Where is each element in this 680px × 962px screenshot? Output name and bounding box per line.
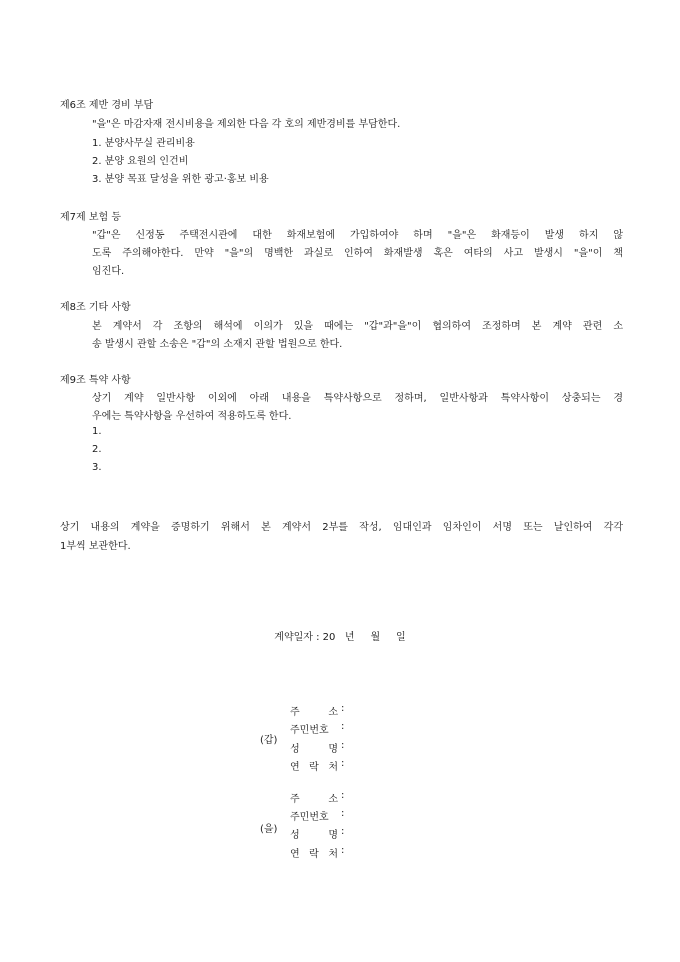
party-eul-label: (을)	[260, 824, 278, 835]
article-8-heading: 제8조 기타 사항	[60, 302, 131, 313]
article-9-line: 상기 계약 일반사항 이외에 아래 내용을 특약사항으로 정하며, 일반사항과 특약사항이 상충되는 경	[92, 393, 623, 404]
address-label: 주 소	[290, 707, 338, 718]
closing-line: 1부씩 보관한다.	[60, 541, 131, 552]
colon: :	[341, 703, 345, 714]
article-7-heading: 제7제 보험 등	[60, 212, 122, 223]
address-label: 주 소	[290, 794, 338, 805]
closing-line: 상기 내용의 계약을 증명하기 위해서 본 계약서 2부를 작성, 임대인과 임차인이 서명 또는 날인하여 각각	[60, 522, 623, 533]
article-7-line: 도록 주의해야한다. 만약 "을"의 명백한 과실로 인하여 화재발생 혹은 여타의 사고 발생시 "을"이 책	[92, 248, 623, 259]
party-gap-label: (갑)	[260, 735, 278, 746]
article-6-intro: "을"은 마감자재 전시비용을 제외한 다음 각 호의 제반경비를 부담한다.	[92, 119, 401, 130]
contact-label: 연 락 처	[290, 762, 338, 773]
article-7-line: "갑"은 신정동 주택전시관에 대한 화재보험에 가입하여야 하며 "을"은 화재등이 발생 하지 않	[92, 230, 623, 241]
contact-label: 연 락 처	[290, 849, 338, 860]
colon: :	[341, 721, 345, 732]
article-6-item: 2. 분양 요원의 인건비	[92, 156, 189, 167]
colon: :	[341, 808, 345, 819]
article-9-item: 2.	[92, 444, 102, 455]
colon: :	[341, 790, 345, 801]
resident-number-label: 주민번호	[290, 725, 329, 736]
article-9-heading: 제9조 특약 사항	[60, 375, 131, 386]
article-6-heading: 제6조 제반 경비 부담	[60, 100, 154, 111]
article-9-item: 1.	[92, 426, 102, 437]
resident-number-label: 주민번호	[290, 812, 329, 823]
name-label: 성 명	[290, 830, 338, 841]
colon: :	[341, 826, 345, 837]
colon: :	[341, 758, 345, 769]
contract-date: 계약일자 : 20 년 월 일	[274, 632, 406, 643]
article-6-item: 1. 분양사무실 관리비용	[92, 138, 195, 149]
article-8-line: 송 발생시 관할 소송은 "갑"의 소재지 관할 법원으로 한다.	[92, 339, 343, 350]
name-label: 성 명	[290, 744, 338, 755]
colon: :	[341, 740, 345, 751]
article-9-item: 3.	[92, 462, 102, 473]
article-9-line: 우에는 특약사항을 우선하여 적용하도록 한다.	[92, 411, 292, 422]
article-6-item: 3. 분양 목표 달성을 위한 광고·홍보 비용	[92, 174, 269, 185]
article-8-line: 본 계약서 각 조항의 해석에 이의가 있을 때에는 "갑"과"을"이 협의하여 조정하며 본 계약 관련 소	[92, 321, 623, 332]
article-7-line: 임진다.	[92, 266, 125, 277]
colon: :	[341, 845, 345, 856]
